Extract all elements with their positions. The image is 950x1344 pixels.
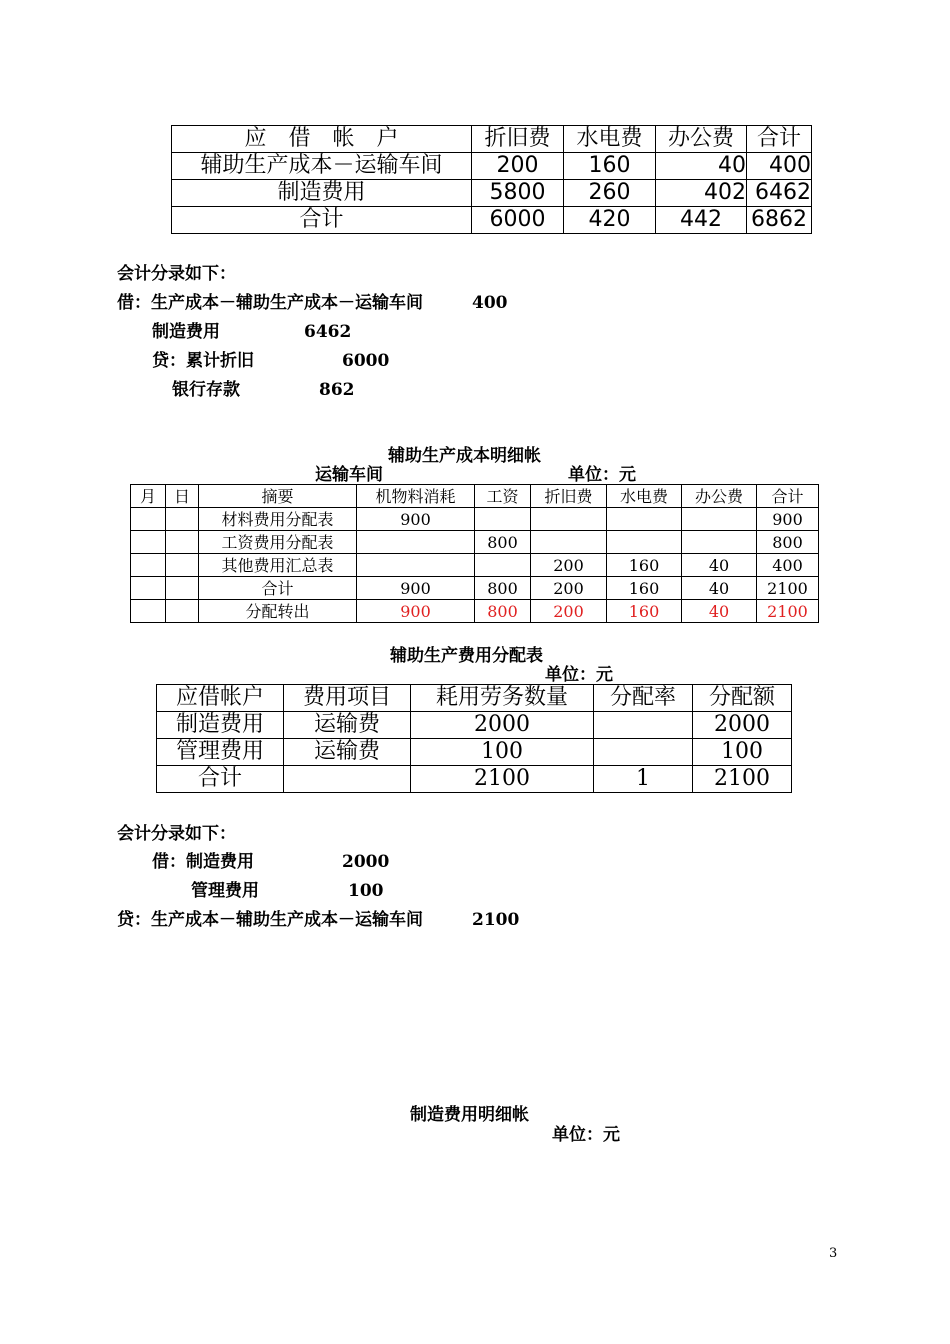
table-cell: 合计 (157, 766, 284, 793)
table-header-row (172, 126, 812, 153)
header-cell: 摘要 (199, 485, 357, 508)
table-cell: 420 (564, 207, 656, 234)
entry-line-amount: 6000 (342, 351, 390, 371)
table-cell: 900 (357, 508, 475, 531)
table-cell: 工资费用分配表 (199, 531, 357, 554)
table-row (172, 153, 812, 180)
header-cell: 月 (131, 485, 166, 508)
entry-line-amount: 2000 (342, 852, 390, 872)
table-cell: 800 (475, 600, 531, 623)
header-cell: 机物料消耗 (357, 485, 475, 508)
distribution-unit: 单位：元 (545, 665, 613, 685)
auxiliary-cost-ledger-table (130, 484, 819, 623)
table-header-row (131, 485, 819, 508)
table-cell (131, 554, 166, 577)
table-cell: 运输费 (284, 712, 411, 739)
table-row (157, 739, 792, 766)
table-cell: 800 (757, 531, 819, 554)
entry-line-amount: 100 (348, 881, 384, 901)
ledger-title: 辅助生产成本明细帐 (388, 446, 541, 466)
table-row (157, 712, 792, 739)
table-cell: 40 (682, 577, 757, 600)
header-cell: 折旧费 (472, 126, 564, 153)
table-cell: 6000 (472, 207, 564, 234)
table-row (131, 600, 819, 623)
table-cell: 运输费 (284, 739, 411, 766)
table-cell (166, 554, 199, 577)
table-cell (131, 508, 166, 531)
header-cell: 分配率 (594, 685, 693, 712)
table-cell (166, 577, 199, 600)
entry-line-amount: 6462 (304, 322, 352, 342)
table-cell (682, 531, 757, 554)
table-row (131, 531, 819, 554)
table-cell (531, 531, 607, 554)
header-cell: 工资 (475, 485, 531, 508)
table-cell: 2100 (411, 766, 594, 793)
table-cell: 800 (475, 577, 531, 600)
table-cell: 100 (693, 739, 792, 766)
table-cell (131, 600, 166, 623)
table-cell: 管理费用 (157, 739, 284, 766)
table-cell (131, 577, 166, 600)
table-cell: 材料费用分配表 (199, 508, 357, 531)
entry-line-text: 制造费用 (152, 322, 220, 342)
table-cell: 160 (564, 153, 656, 180)
entry-line-amount: 400 (472, 293, 508, 313)
allocation-summary-table (171, 125, 812, 234)
table-cell (475, 508, 531, 531)
header-cell: 合计 (757, 485, 819, 508)
table-cell (682, 508, 757, 531)
ledger-workshop: 运输车间 (315, 465, 383, 485)
table-cell (607, 531, 682, 554)
header-cell: 应借帐户 (157, 685, 284, 712)
table-cell (531, 508, 607, 531)
table-header-row (157, 685, 792, 712)
table-cell (166, 508, 199, 531)
entry-line-text: 贷：累计折旧 (152, 351, 254, 371)
table-cell: 2100 (757, 600, 819, 623)
entry-line-text: 管理费用 (191, 881, 259, 901)
table-cell: 260 (564, 180, 656, 207)
table-cell: 160 (607, 600, 682, 623)
table-cell: 200 (472, 153, 564, 180)
mfg-ledger-unit: 单位：元 (552, 1125, 620, 1145)
table-row (172, 180, 812, 207)
entry-line-amount: 2100 (472, 910, 520, 930)
table-cell (594, 739, 693, 766)
header-cell: 应 借 帐 户 (172, 126, 472, 153)
header-cell: 办公费 (656, 126, 747, 153)
table-cell: 1 (594, 766, 693, 793)
table-cell (284, 766, 411, 793)
table-cell (594, 712, 693, 739)
table-cell (131, 531, 166, 554)
table-cell: 制造费用 (157, 712, 284, 739)
entry-line-text: 借：生产成本－辅助生产成本－运输车间 (117, 293, 423, 313)
entry-line-text: 银行存款 (172, 380, 240, 400)
table-cell: 100 (411, 739, 594, 766)
header-cell: 办公费 (682, 485, 757, 508)
table-cell: 辅助生产成本－运输车间 (172, 153, 472, 180)
entry-line-amount: 862 (319, 380, 355, 400)
entry-line-text: 借：制造费用 (152, 852, 254, 872)
table-cell: 2000 (411, 712, 594, 739)
header-cell: 折旧费 (531, 485, 607, 508)
table-cell (357, 554, 475, 577)
table-cell: 2100 (693, 766, 792, 793)
distribution-title: 辅助生产费用分配表 (390, 646, 543, 666)
table-cell: 442 (656, 207, 747, 234)
table-cell: 900 (357, 577, 475, 600)
table-cell (357, 531, 475, 554)
table-cell: 2000 (693, 712, 792, 739)
ledger-unit: 单位：元 (568, 465, 636, 485)
table-cell: 200 (531, 577, 607, 600)
table-cell (166, 531, 199, 554)
table-cell: 40 (682, 600, 757, 623)
table-cell (607, 508, 682, 531)
table-cell: 合计 (199, 577, 357, 600)
table-row (131, 577, 819, 600)
table-cell: 400 (757, 554, 819, 577)
table-cell (166, 600, 199, 623)
table-cell: 160 (607, 554, 682, 577)
header-cell: 水电费 (564, 126, 656, 153)
header-cell: 合计 (747, 126, 812, 153)
header-cell: 耗用劳务数量 (411, 685, 594, 712)
table-cell: 其他费用汇总表 (199, 554, 357, 577)
table-cell: 2100 (757, 577, 819, 600)
table-cell: 200 (531, 554, 607, 577)
entry-heading: 会计分录如下： (117, 824, 236, 844)
table-cell: 900 (357, 600, 475, 623)
entry-line-text: 贷：生产成本－辅助生产成本－运输车间 (117, 910, 423, 930)
table-row (157, 766, 792, 793)
table-cell (475, 554, 531, 577)
page-number: 3 (829, 1246, 838, 1261)
table-cell: 40 (682, 554, 757, 577)
table-cell: 合计 (172, 207, 472, 234)
table-cell: 40 (656, 153, 747, 180)
table-cell: 400 (747, 153, 812, 180)
table-cell: 制造费用 (172, 180, 472, 207)
table-cell: 160 (607, 577, 682, 600)
mfg-ledger-title: 制造费用明细帐 (410, 1105, 529, 1125)
header-cell: 水电费 (607, 485, 682, 508)
table-cell: 200 (531, 600, 607, 623)
header-cell: 日 (166, 485, 199, 508)
table-cell: 5800 (472, 180, 564, 207)
header-cell: 费用项目 (284, 685, 411, 712)
table-cell: 402 (656, 180, 747, 207)
table-cell: 800 (475, 531, 531, 554)
entry-heading: 会计分录如下： (117, 264, 236, 284)
header-cell: 分配额 (693, 685, 792, 712)
table-row (172, 207, 812, 234)
table-row (131, 554, 819, 577)
distribution-table (156, 684, 792, 793)
table-cell: 6462 (747, 180, 812, 207)
table-cell: 6862 (747, 207, 812, 234)
table-cell: 900 (757, 508, 819, 531)
table-row (131, 508, 819, 531)
table-cell: 分配转出 (199, 600, 357, 623)
